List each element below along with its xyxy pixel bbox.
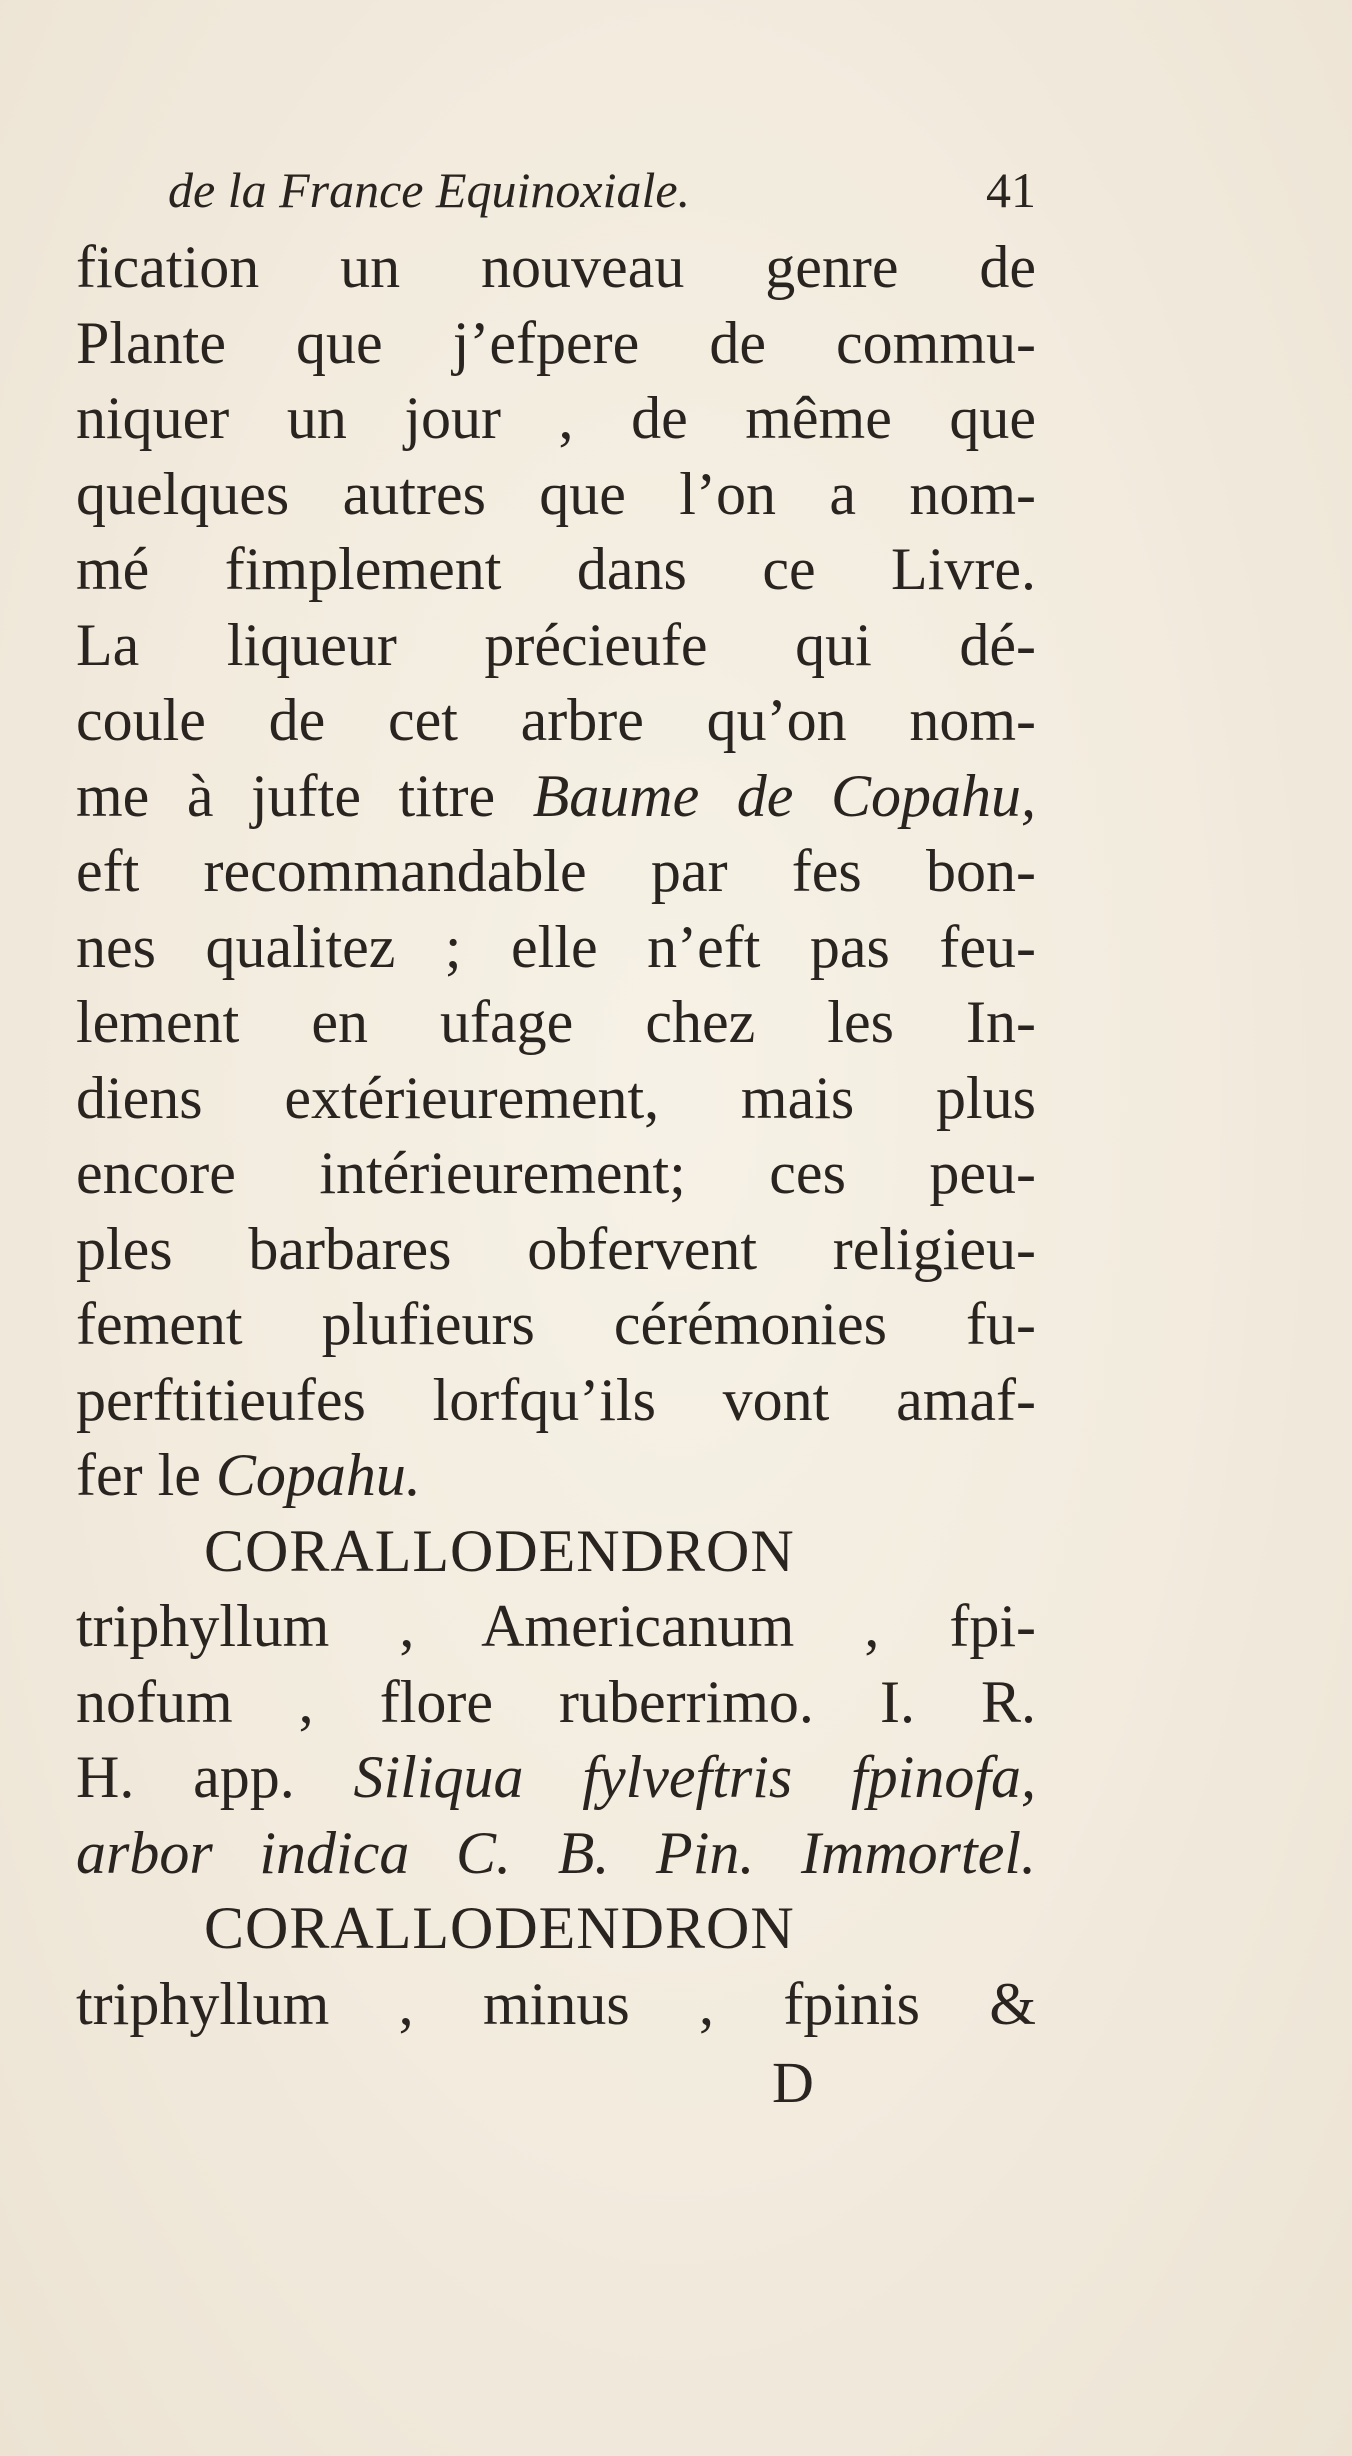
text-line: quelques autres que l’on a nom- (76, 460, 1036, 527)
text-italic: Baume de Copahu, (532, 762, 1036, 829)
text-roman: H. app. (76, 1744, 354, 1810)
text-line: La liqueur précieufe qui dé- (76, 611, 1036, 678)
entry-heading: CORALLODENDRON (204, 1895, 795, 1961)
text-line: diens extérieurement, mais plus (76, 1064, 1036, 1131)
text-roman: fer le (76, 1442, 216, 1508)
text-line (76, 759, 1036, 835)
text-italic: Copahu. (215, 1442, 421, 1508)
text-line: coule de cet arbre qu’on nom- (76, 687, 1036, 753)
text-line: fication un nouveau genre de (76, 234, 1036, 300)
text-line (76, 1740, 1036, 1816)
text-line: arbor indica C. B. Pin. Immortel. (76, 1819, 1036, 1886)
text-line: fement plufieurs cérémonies fu- (76, 1291, 1036, 1357)
text-line: ples barbares obfervent religieu- (76, 1215, 1036, 1282)
text-line: encore intérieurement; ces peu- (76, 1140, 1036, 1206)
text-line: perftitieufes lorfqu’ils vont amaf- (76, 1366, 1036, 1433)
text-line: lement en ufage chez les In- (76, 989, 1036, 1055)
text-block (76, 150, 1036, 2042)
page-number: 41 (986, 162, 1036, 218)
text-line: triphyllum , minus , fpinis & (76, 1970, 1036, 2037)
text-line: niquer un jour , de même que (76, 385, 1036, 451)
text-line: nes qualitez ; elle n’eft pas feu- (76, 913, 1036, 980)
text-line: mé fimplement dans ce Livre. (76, 536, 1036, 602)
text-line: Plante que j’efpere de commu- (76, 309, 1036, 376)
text-line: nofum , flore ruberrimo. I. R. (76, 1668, 1036, 1735)
text-line (76, 1438, 1036, 1514)
text-italic: Siliqua fylveftris fpinofa, (353, 1744, 1036, 1810)
text-roman: me à jufte titre (76, 762, 533, 829)
text-line: eft recommandable par fes bon- (76, 838, 1036, 904)
entry-heading: CORALLODENDRON (204, 1517, 795, 1584)
running-title: de la France Equinoxiale. (168, 162, 691, 218)
page-header (76, 150, 1036, 230)
text-line: triphyllum , Americanum , fpi- (76, 1593, 1036, 1659)
signature-mark: D (772, 2050, 814, 2115)
